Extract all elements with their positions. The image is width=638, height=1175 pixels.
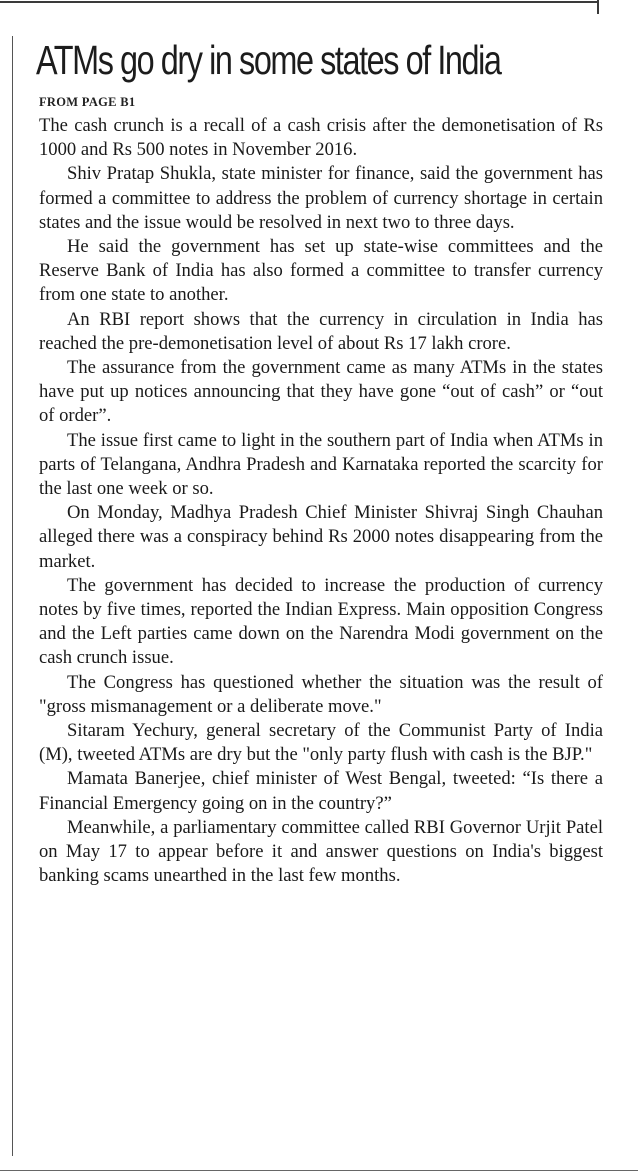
article-dateline: FROM PAGE B1 <box>39 95 136 109</box>
article-paragraph: An RBI report shows that the currency in circulation in India has reached the pre-demonetisation level of about Rs 17 lakh crore. <box>39 308 603 354</box>
article-paragraph: Mamata Banerjee, chief minister of West Bengal, tweeted: “Is there a Financial Emergency going on in the country?” <box>39 768 603 814</box>
article-headline: ATMs go dry in some states of India <box>36 37 501 83</box>
bottom-border-rule <box>0 1170 638 1171</box>
article-paragraph: The cash crunch is a recall of a cash crisis after the demonetisation of Rs 1000 and Rs 500 notes in November 2016. <box>39 115 603 161</box>
article-paragraph: The Congress has questioned whether the situation was the result of "gross mismanagement or a deliberate move." <box>39 671 603 717</box>
article-paragraph: The issue first came to light in the southern part of India when ATMs in parts of Telangana, Andhra Pradesh and Karnataka reported the scarcity for the last one week or so. <box>39 429 603 500</box>
article-paragraph: The government has decided to increase the production of currency notes by five times, reported the Indian Express. Main opposition Congress and the Left parties came down on the Narendra Modi government on the cash crunch issue. <box>39 574 603 669</box>
article-paragraph: He said the government has set up state-wise committees and the Reserve Bank of India has also formed a committee to transfer currency from one state to another. <box>39 236 603 306</box>
article-paragraph: The assurance from the government came as many ATMs in the states have put up notices announcing that they have gone “out of cash” or “out of order”. <box>39 357 603 427</box>
article-paragraph: Meanwhile, a parliamentary committee called RBI Governor Urjit Patel on May 17 to appear before it and answer questions on India's biggest banking scams unearthed in the last few months. <box>39 816 603 887</box>
article-paragraph: On Monday, Madhya Pradesh Chief Minister Shivraj Singh Chauhan alleged there was a conspiracy behind Rs 2000 notes disappearing from the market. <box>39 502 603 572</box>
article-body <box>39 94 603 889</box>
article-paragraph: Sitaram Yechury, general secretary of the Communist Party of India (M), tweeted ATMs are dry but the "only party flush with cash is the BJP." <box>39 720 603 766</box>
right-corner-rule <box>597 0 599 14</box>
top-border-rule <box>0 1 598 3</box>
column-left-rule <box>12 36 13 1156</box>
article-paragraph: Shiv Pratap Shukla, state minister for finance, said the government has formed a committee to address the problem of currency shortage in certain states and the issue would be resolved in next two to three days. <box>39 163 603 233</box>
